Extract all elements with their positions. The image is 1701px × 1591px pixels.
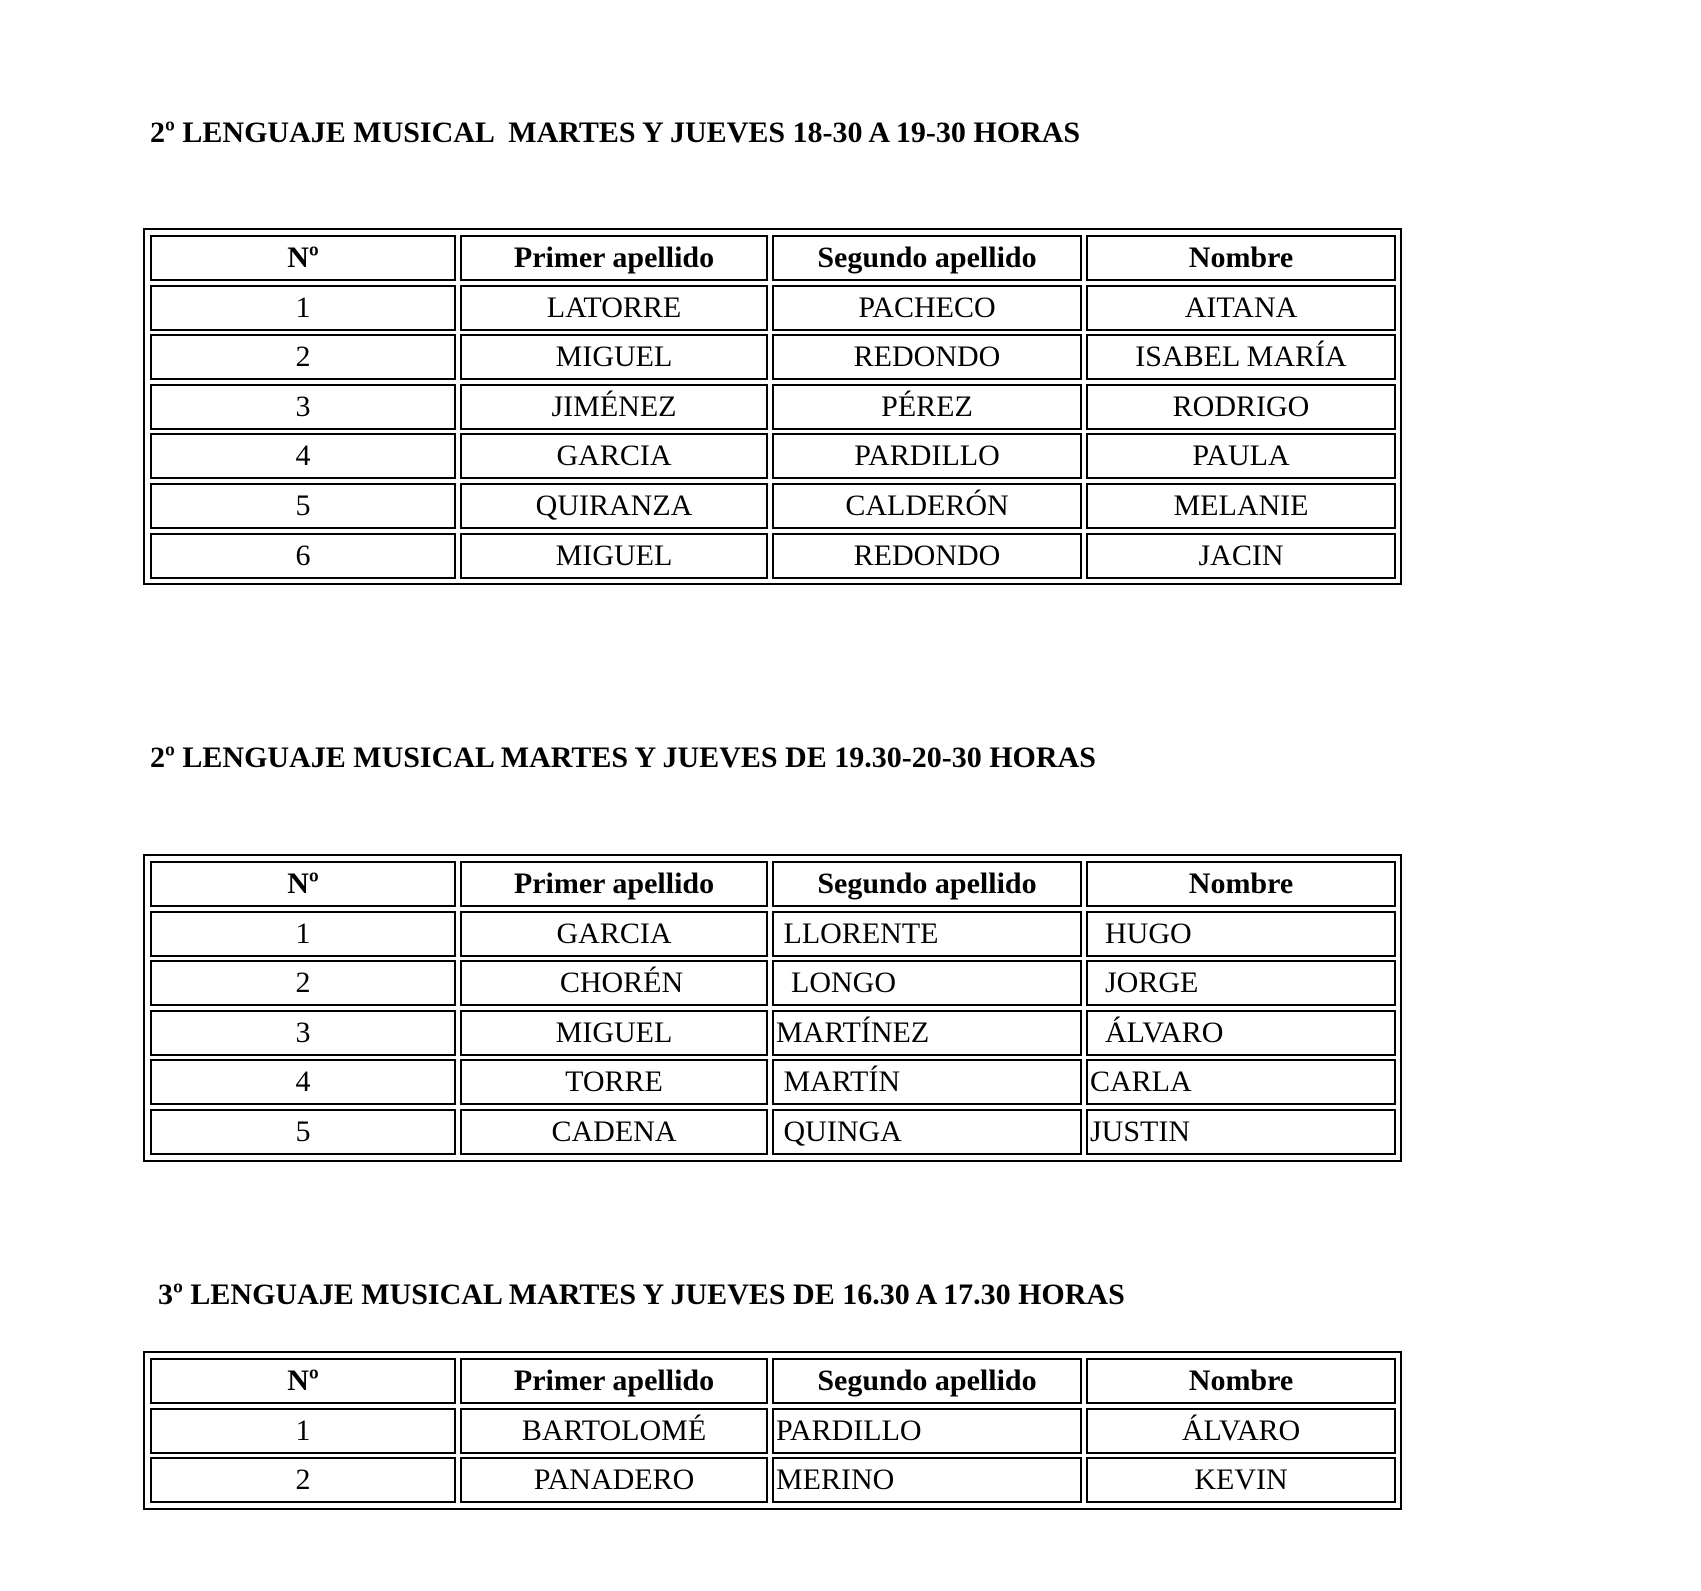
table-row	[148, 382, 1397, 432]
header-second-surname: Segundo apellido	[772, 861, 1082, 907]
cell-name: JUSTIN	[1086, 1109, 1396, 1155]
table-row	[148, 531, 1397, 581]
cell-first-surname: MIGUEL	[460, 1010, 768, 1056]
header-first-surname: Primer apellido	[460, 861, 768, 907]
cell-name: JORGE	[1086, 960, 1396, 1006]
cell-number: 4	[150, 433, 456, 479]
students-table	[143, 854, 1402, 1162]
section-title: 2º LENGUAJE MUSICAL MARTES Y JUEVES DE 19.30-20-30 HORAS	[150, 741, 1096, 774]
cell-name: HUGO	[1086, 911, 1396, 957]
cell-second-surname: PACHECO	[772, 285, 1082, 331]
cell-name: AITANA	[1086, 285, 1396, 331]
students-table	[143, 228, 1402, 585]
header-first-surname: Primer apellido	[460, 235, 768, 281]
cell-name: KEVIN	[1086, 1457, 1396, 1503]
cell-name: ÁLVARO	[1086, 1010, 1396, 1056]
cell-first-surname: QUIRANZA	[460, 483, 768, 529]
cell-second-surname: LONGO	[772, 960, 1082, 1006]
cell-first-surname: CHORÉN	[460, 960, 768, 1006]
cell-second-surname: PARDILLO	[772, 1408, 1082, 1454]
table-row	[148, 1406, 1397, 1456]
header-name: Nombre	[1086, 235, 1396, 281]
header-second-surname: Segundo apellido	[772, 235, 1082, 281]
cell-first-surname: PANADERO	[460, 1457, 768, 1503]
table-row	[148, 332, 1397, 382]
cell-name: JACIN	[1086, 533, 1396, 579]
cell-number: 3	[150, 1010, 456, 1056]
cell-second-surname: LLORENTE	[772, 911, 1082, 957]
cell-second-surname: MARTÍN	[772, 1059, 1082, 1105]
cell-second-surname: CALDERÓN	[772, 483, 1082, 529]
cell-second-surname: MARTÍNEZ	[772, 1010, 1082, 1056]
table-row	[148, 1057, 1397, 1107]
table-row	[148, 481, 1397, 531]
table-row	[148, 283, 1397, 333]
cell-first-surname: MIGUEL	[460, 334, 768, 380]
cell-second-surname: MERINO	[772, 1457, 1082, 1503]
cell-number: 2	[150, 334, 456, 380]
cell-first-surname: JIMÉNEZ	[460, 384, 768, 430]
cell-number: 5	[150, 1109, 456, 1155]
table-row	[148, 1455, 1397, 1505]
cell-first-surname: GARCIA	[460, 433, 768, 479]
cell-name: MELANIE	[1086, 483, 1396, 529]
table-row	[148, 431, 1397, 481]
cell-number: 3	[150, 384, 456, 430]
cell-name: ISABEL MARÍA	[1086, 334, 1396, 380]
cell-number: 1	[150, 911, 456, 957]
cell-name: CARLA	[1086, 1059, 1396, 1105]
students-table	[143, 1351, 1402, 1510]
cell-second-surname: QUINGA	[772, 1109, 1082, 1155]
cell-number: 1	[150, 285, 456, 331]
section-title: 2º LENGUAJE MUSICAL MARTES Y JUEVES 18-30 A 19-30 HORAS	[150, 116, 1081, 149]
cell-name: RODRIGO	[1086, 384, 1396, 430]
header-number: Nº	[150, 861, 456, 907]
table-header-row	[148, 1356, 1397, 1406]
section-title: 3º LENGUAJE MUSICAL MARTES Y JUEVES DE 16.30 A 17.30 HORAS	[158, 1278, 1125, 1311]
cell-name: PAULA	[1086, 433, 1396, 479]
cell-first-surname: BARTOLOMÉ	[460, 1408, 768, 1454]
cell-number: 6	[150, 533, 456, 579]
cell-number: 2	[150, 960, 456, 1006]
header-first-surname: Primer apellido	[460, 1358, 768, 1404]
header-number: Nº	[150, 1358, 456, 1404]
cell-number: 1	[150, 1408, 456, 1454]
header-name: Nombre	[1086, 861, 1396, 907]
cell-first-surname: MIGUEL	[460, 533, 768, 579]
cell-number: 4	[150, 1059, 456, 1105]
table-row	[148, 909, 1397, 959]
table-header-row	[148, 233, 1397, 283]
cell-first-surname: GARCIA	[460, 911, 768, 957]
cell-name: ÁLVARO	[1086, 1408, 1396, 1454]
cell-second-surname: PÉREZ	[772, 384, 1082, 430]
header-number: Nº	[150, 235, 456, 281]
header-name: Nombre	[1086, 1358, 1396, 1404]
cell-first-surname: TORRE	[460, 1059, 768, 1105]
table-header-row	[148, 859, 1397, 909]
header-second-surname: Segundo apellido	[772, 1358, 1082, 1404]
cell-second-surname: REDONDO	[772, 334, 1082, 380]
cell-number: 2	[150, 1457, 456, 1503]
cell-first-surname: CADENA	[460, 1109, 768, 1155]
cell-second-surname: REDONDO	[772, 533, 1082, 579]
table-row	[148, 1107, 1397, 1157]
table-row	[148, 1008, 1397, 1058]
cell-second-surname: PARDILLO	[772, 433, 1082, 479]
cell-first-surname: LATORRE	[460, 285, 768, 331]
cell-number: 5	[150, 483, 456, 529]
table-row	[148, 958, 1397, 1008]
